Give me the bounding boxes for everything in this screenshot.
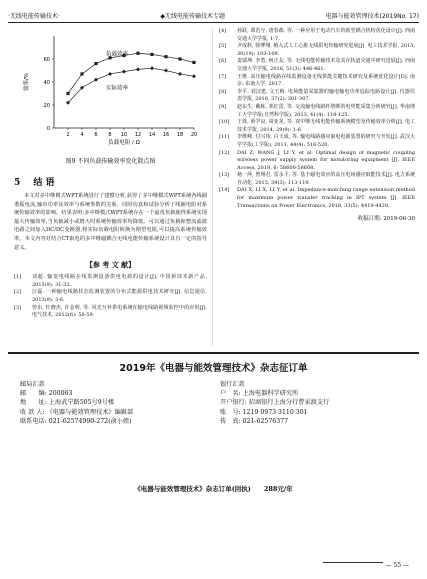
subscription-title: 2019年《电器与能效管理技术》杂志征订单 — [119, 363, 308, 374]
subscription-line: 银行汇款 — [220, 381, 245, 388]
reference-text: 刘超. 输变电线路在线监测设备供电电源的设计[J]. 中国新技术新产品, 2015(9): 31-32. — [32, 274, 207, 288]
reference-text: 王珠, 黄学良, 周亚龙, 等. 双中继无线电能传输系统模型及传输效率分析[J]. 电工技术学报, 2014, 29(9): 1-6. — [237, 119, 415, 133]
x-tick-label: 2 — [66, 132, 70, 138]
data-point — [150, 53, 153, 56]
reference-item — [219, 172, 415, 187]
reference-item — [14, 274, 207, 289]
reference-text: 李平, 刘汉建, 文玉梅. 电场能量采集器的输电输电功率追踪电路设计[J]. 仪器仪表学报, 2016, 37(2): 301-307. — [237, 88, 415, 103]
reference-number: [12] — [219, 149, 230, 156]
reference-text: 杨一萍, 曾翔君, 雷永平, 等. 基于磁电效应的高压电场感应取能技术[J]. 电力系统自动化, 2015, 39(3): 113-119. — [237, 172, 415, 186]
reference-text: DAI Z, WANG J, LI Y, et al. Optimal design of magnetic coupling wireless power supply system for monitoring equipment [J]. IEEE Access, 2018, 6: 58600-58608. — [237, 149, 415, 171]
subscription-line: 账 号: 1219 0973 3110 301 — [220, 408, 308, 416]
reference-text: 麦瑞坤, 李勇, 何正友, 等. 无线电能传输技术及其在轨道交通中研究进展[J]. 西南交通大学学报, 2016, 51(3): 446-461. — [237, 58, 415, 72]
references-title: 【参 考 文 献】 — [85, 260, 136, 270]
reference-item — [219, 89, 415, 104]
reference-number: [13] — [219, 172, 230, 179]
reference-number: [5] — [219, 43, 227, 50]
subscription-bank-info — [220, 380, 420, 426]
reference-text: 孙跃, 谭若兮, 唐春森, 等. 一种应用于电动汽车的新型耦合机构优化设计[J]. 西南交通大学学报, 1-7. — [237, 28, 415, 42]
y-tick-label: 20 — [43, 103, 50, 109]
y-tick-label: 40 — [43, 80, 50, 86]
reference-number: [10] — [219, 119, 230, 126]
subscription-price: 《电器与能效管理技术》杂志订单(回执) 288元/年 — [134, 485, 293, 493]
data-point — [178, 57, 181, 60]
x-tick-label: 6 — [94, 132, 98, 138]
reference-text: 尹成科, 徐博翔. 植入式人工心脏无线供电传输研究进展[J]. 电工技术学报, 2015, 30(19): 103-109. — [237, 43, 415, 57]
subscription-post-info — [20, 380, 220, 426]
page-rule — [323, 562, 383, 563]
header-rule — [8, 22, 419, 23]
reference-item — [219, 150, 415, 173]
reference-text: 曾东, 杜晓杰, 许金明, 等. 风光互补供电系统在输电线路视频监控中的应用[J]. 电气技术, 2012(6): 56-59. — [32, 304, 207, 319]
subscription-line: 户 名: 上海电器科学研究所 — [220, 390, 299, 398]
data-point — [150, 66, 154, 70]
reference-item — [219, 104, 415, 119]
y-axis-label: 效率/% — [24, 72, 30, 92]
reference-item — [219, 119, 415, 134]
subscription-line: 邮 编: 200063 — [20, 390, 73, 398]
reference-number: [14] — [219, 187, 230, 194]
data-point — [136, 52, 139, 55]
data-point — [192, 61, 195, 64]
subscription-line: 联系电话: 021-62574990-272(俞小姐) — [20, 417, 132, 425]
subscription-line: 邮局汇款 — [20, 381, 45, 388]
data-point — [164, 69, 168, 73]
reference-number: [2] — [14, 289, 22, 296]
section-heading — [14, 175, 207, 188]
x-tick-label: 14 — [148, 132, 156, 138]
efficiency-chart — [14, 28, 207, 148]
data-point — [136, 67, 140, 71]
x-tick-label: 16 — [162, 132, 170, 138]
reference-item — [219, 74, 415, 89]
x-tick-label: 4 — [80, 132, 84, 138]
column-divider — [212, 28, 213, 346]
right-column — [219, 28, 415, 222]
page-number: — 55 — — [385, 562, 409, 569]
subscription-line: 传 真: 021-62576377 — [220, 417, 289, 425]
data-point — [122, 70, 126, 74]
left-column — [14, 28, 207, 320]
references-right-list — [219, 28, 415, 210]
reference-text: 王维. 高压输电线路在线监测设备无线供能关键技术研究及系统优化设计[D]. 南京: 东南大学, 2017. — [237, 73, 415, 88]
x-tick-label: 12 — [134, 132, 142, 138]
data-point — [94, 62, 97, 65]
running-header — [8, 8, 419, 22]
reference-number: [9] — [219, 103, 227, 110]
x-tick-label: 10 — [120, 132, 128, 138]
reference-item — [219, 43, 415, 58]
header-right: 电器与能效管理技术(2019No. 17) — [325, 12, 419, 20]
reference-number: [4] — [219, 28, 227, 34]
reference-number: [1] — [14, 274, 22, 281]
received-date: 收稿日期: 2019-06-30 — [357, 216, 415, 223]
conclusion-paragraph: 本文对多中继模式WPT系统进行了建模分析,获得了多中继模式WPT系统各线圈谐振电流,输出功率及效率与系统参数的关系。同时仿真和试验分析了线圈电阻对系统传输效率的影响。结果表明:多中继模式WPT系统存在一个最优负载使得系统实现最大传输效率,当负载减小或增大时系统传输效率均降低。可以通过负载和整流滤波电路之间加入DC/DC变换器,将实际负载电阻转换为期望电阻,可以提高系统传输效率。本文内容对结合CT取电的多中继磁耦合无线电能传输系统设计具有一定的指导意义。 — [14, 193, 207, 251]
reference-number: [11] — [219, 134, 230, 141]
reference-text: 李维峰, 付兴伟, 白玉成, 等. 输电线路感应取电电源装置的研究与开发[J]. 武汉大学学报(工学版), 2011, 44(4): 516-520. — [237, 134, 415, 148]
subscription-line: 开户银行: 招商银行上海分行曹家渡支行 — [220, 399, 330, 407]
data-point — [94, 78, 98, 82]
header-center: ◆无线电能传输技术专题 — [160, 12, 225, 20]
series-label: 实际效率 — [106, 85, 129, 92]
x-tick-label: 18 — [176, 132, 184, 138]
y-tick-label: 60 — [43, 57, 50, 63]
data-point — [80, 72, 83, 75]
reference-item — [219, 134, 415, 149]
reference-text: 赵东生, 戴栋, 邓红雷, 等. 交流输电线路杆塔绑的电势能采集分析研究[J]. 华南理工大学学报(自然科学版), 2013, 41(4): 119-125. — [237, 103, 415, 118]
data-point — [178, 72, 182, 76]
data-point — [66, 92, 69, 95]
subscription-line: 收 款 人: 《电器与能效管理技术》编辑部 — [20, 408, 134, 416]
reference-text: 汪磊. 一种输电线路状态监测装置的分布式能源供电技术研究[J]. 信息通信, 2013(9): 3-6. — [32, 289, 207, 303]
references-left-list — [14, 274, 207, 320]
reference-item — [14, 289, 207, 304]
series-line — [68, 53, 194, 93]
reference-number: [7] — [219, 73, 227, 80]
section-title: 结 语 — [33, 178, 55, 188]
reference-number: [8] — [219, 88, 227, 95]
y-tick-label: 0 — [46, 126, 50, 132]
series-line — [68, 68, 194, 103]
data-point — [164, 55, 167, 58]
reference-item — [219, 28, 415, 43]
reference-number: [3] — [14, 304, 22, 311]
data-point — [192, 74, 196, 78]
x-tick-label: 20 — [190, 132, 198, 138]
reference-text: DAI X, LI X, LI Y, et al. Impedance-matching range extension method for maximum power transfer tracking in IPT system [J]. IEEE Transactions on Power Electronics, 2018, 33(5): 4419-4428. — [237, 187, 415, 209]
x-axis-label: 负载电阻 / Ω — [108, 140, 140, 146]
figure-caption: 图9 不同负载传输效率变化散点图 — [65, 158, 156, 165]
reference-number: [6] — [219, 58, 227, 65]
reference-item — [14, 305, 207, 320]
subscription-rule — [8, 352, 419, 354]
section-number: 5 — [14, 178, 21, 188]
data-point — [108, 72, 112, 76]
reference-item — [219, 58, 415, 73]
series-label: 负载效率 — [106, 51, 129, 58]
reference-item — [219, 187, 415, 210]
x-tick-label: 8 — [108, 132, 112, 138]
figure-9 — [14, 28, 207, 156]
subscription-line: 地 址: 上海武宁路505号9号楼 — [20, 399, 115, 407]
header-left: ·无线电能传输技术· — [8, 12, 60, 20]
